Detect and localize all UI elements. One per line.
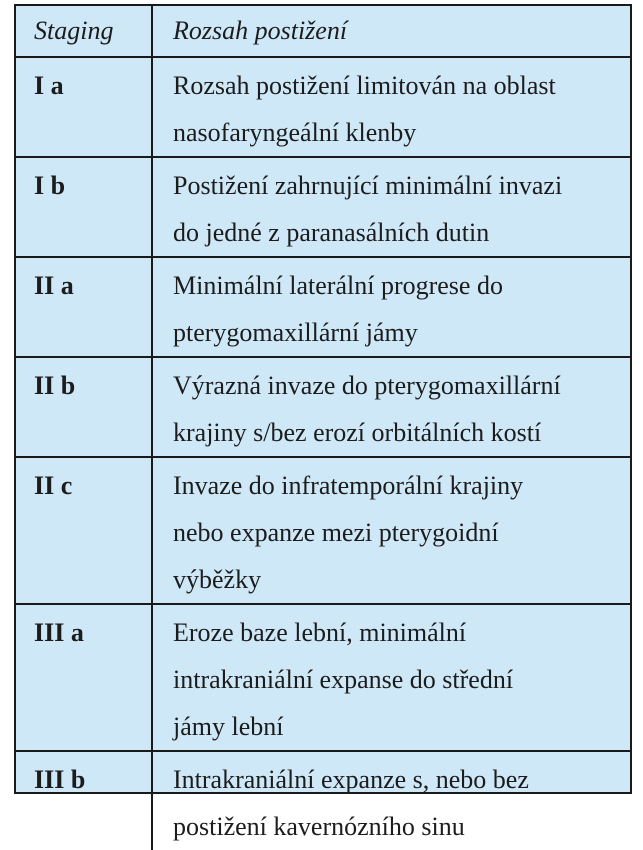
table-row [16, 751, 630, 850]
description-line: Rozsah postižení limitován na oblast [173, 71, 556, 100]
description-line: Výrazná invaze do pterygomaxillární [173, 371, 561, 400]
description-line: nasofaryngeální klenby [173, 118, 417, 147]
table-row [16, 604, 630, 751]
description-line: Minimální laterální progrese do [173, 271, 503, 300]
header-row [16, 6, 630, 57]
stage-cell: I b [16, 157, 152, 257]
description-line: postižení kavernózního sinu [173, 812, 465, 841]
table-row [16, 457, 630, 604]
description-line: do jedné z paranasálních dutin [173, 218, 490, 247]
description-line: nebo expanze mezi pterygoidní [173, 518, 499, 547]
table-row [16, 357, 630, 457]
header-staging: Staging [16, 6, 152, 57]
description-cell [152, 357, 630, 457]
description-line: Eroze baze lební, minimální [173, 618, 467, 647]
stage-cell: III a [16, 604, 152, 751]
description-cell [152, 751, 630, 850]
table-row [16, 157, 630, 257]
description-cell [152, 57, 630, 157]
description-line: krajiny s/bez erozí orbitálních kostí [173, 418, 542, 447]
stage-cell: II b [16, 357, 152, 457]
description-cell [152, 457, 630, 604]
description-cell [152, 157, 630, 257]
table-row [16, 57, 630, 157]
stage-cell: III b [34, 765, 86, 794]
description-line: výběžky [173, 565, 262, 594]
description-line: Invaze do infratemporální krajiny [173, 471, 524, 500]
stage-cell: I a [16, 57, 152, 157]
header-extent: Rozsah postižení [152, 6, 630, 57]
description-line: jámy lební [173, 712, 284, 741]
description-line: Postižení zahrnující minimální invazi [173, 171, 563, 200]
description-cell [152, 604, 630, 751]
description-cell [152, 257, 630, 357]
description-line: intrakraniální expanse do střední [173, 665, 514, 694]
description-line: Intrakraniální expanze s, nebo bez [173, 765, 529, 794]
staging-table-container [14, 4, 632, 841]
description-line: pterygomaxillární jámy [173, 318, 418, 347]
stage-cell: II c [16, 457, 152, 604]
table-row [16, 257, 630, 357]
staging-table [16, 6, 630, 850]
stage-cell: II a [16, 257, 152, 357]
